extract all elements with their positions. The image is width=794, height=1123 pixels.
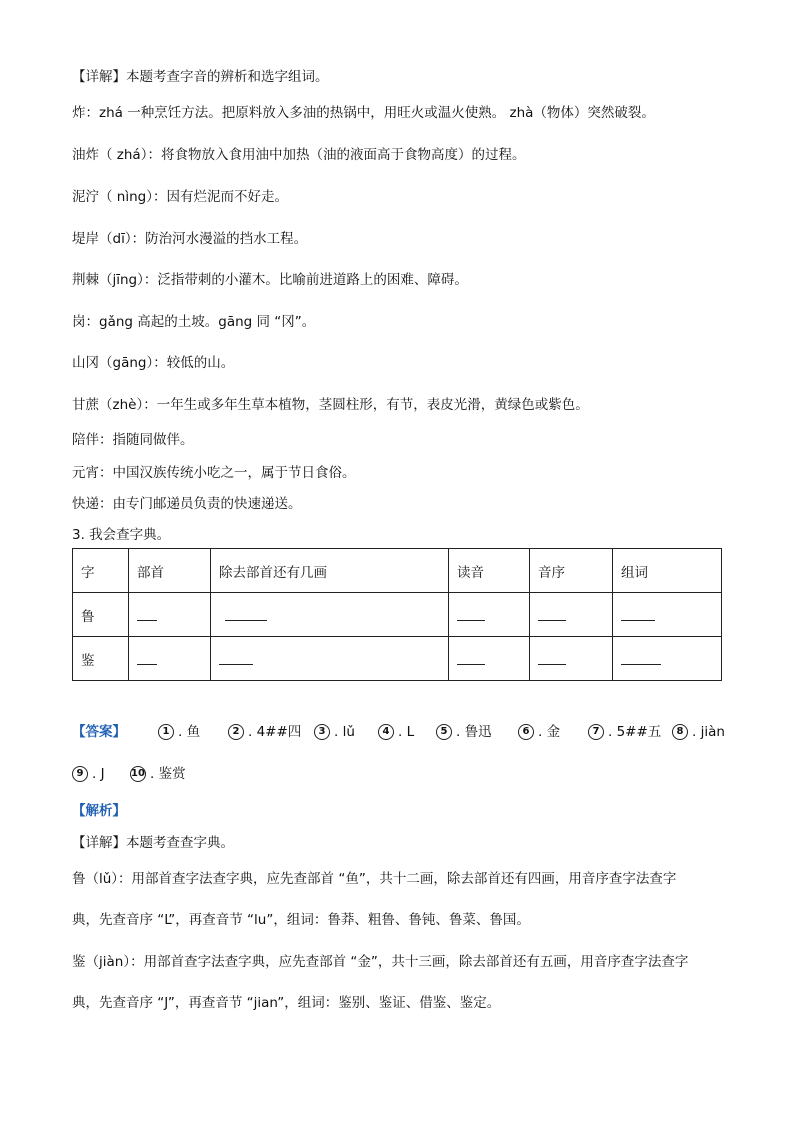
table-row — [73, 637, 722, 681]
character-cell: 鲁 — [73, 593, 129, 637]
explanation-line: 堤岸（dī）：防治河水漫溢的挡水工程。 — [72, 231, 308, 247]
fill-blank — [225, 619, 267, 621]
answer-label: 【答案】 — [72, 724, 126, 740]
table-header-cell: 读音 — [449, 549, 530, 593]
answer-number: 1 — [158, 724, 174, 740]
detail-heading-2: 【详解】本题考查查字典。 — [72, 835, 234, 851]
answer-item — [436, 722, 492, 742]
explanation-line: 岗：gǎng 高起的土坡。gāng 同 “冈”。 — [72, 314, 316, 330]
blank-cell — [211, 637, 449, 681]
answer-item — [378, 722, 414, 742]
blank-cell — [613, 637, 722, 681]
answer-text: . 鱼 — [178, 724, 201, 740]
analysis-label: 【解析】 — [72, 803, 126, 819]
analysis-paragraph-line: 典，先查音序 “L”，再查音节 “lu”，组词：鲁莽、粗鲁、鲁钝、鲁菜、鲁国。 — [72, 912, 530, 928]
blank-cell — [449, 593, 530, 637]
table-header-cell: 部首 — [129, 549, 211, 593]
answer-text: . lǔ — [334, 724, 355, 740]
answer-number: 9 — [72, 766, 88, 782]
question-title: 3. 我会查字典。 — [72, 527, 171, 543]
fill-blank — [137, 663, 157, 665]
answer-item — [130, 764, 186, 784]
answer-text: . jiàn — [692, 724, 725, 740]
character-cell: 鉴 — [73, 637, 129, 681]
dictionary-table — [72, 548, 722, 681]
answer-number: 3 — [314, 724, 330, 740]
explanation-line: 陪伴：指随同做伴。 — [72, 432, 194, 448]
answer-number: 5 — [436, 724, 452, 740]
table-header-cell: 除去部首还有几画 — [211, 549, 449, 593]
explanation-line: 炸：zhá 一种烹饪方法。把原料放入多油的热锅中，用旺火或温火使熟。 zhà（物体）突然破裂。 — [72, 105, 655, 121]
answer-text: . J — [92, 766, 105, 782]
answer-text: . 4##四 — [248, 724, 302, 740]
explanation-line: 快递：由专门邮递员负责的快速递送。 — [72, 496, 302, 512]
fill-blank — [137, 619, 157, 621]
table-header-cell: 字 — [73, 549, 129, 593]
analysis-paragraph-line: 鲁（lǔ）：用部首查字法查字典，应先查部首 “鱼”，共十二画，除去部首还有四画，用音序查字法查字 — [72, 871, 677, 887]
explanation-line: 油炸（ zhá）：将食物放入食用油中加热（油的液面高于食物高度）的过程。 — [72, 147, 526, 163]
answer-number: 6 — [518, 724, 534, 740]
explanation-line: 山冈（gāng）：较低的山。 — [72, 355, 235, 371]
answer-item — [314, 722, 355, 742]
fill-blank — [538, 619, 566, 621]
fill-blank — [538, 663, 566, 665]
fill-blank — [219, 663, 253, 665]
explanation-line: 荆棘（jīng）：泛指带刺的小灌木。比喻前进道路上的困难、障碍。 — [72, 272, 468, 288]
answer-text: . 5##五 — [608, 724, 662, 740]
answer-item — [158, 722, 200, 742]
table-header-cell: 组词 — [613, 549, 722, 593]
explanation-line: 甘蔗（zhè）：一年生或多年生草本植物，茎圆柱形，有节，表皮光滑，黄绿色或紫色。 — [72, 397, 589, 413]
table-row — [73, 593, 722, 637]
blank-cell — [530, 593, 613, 637]
answer-item — [518, 722, 560, 742]
fill-blank — [621, 663, 661, 665]
answer-number: 7 — [588, 724, 604, 740]
blank-cell — [129, 593, 211, 637]
answer-item — [672, 722, 725, 742]
answer-number: 2 — [228, 724, 244, 740]
blank-cell — [449, 637, 530, 681]
detail-heading-1: 【详解】本题考查字音的辨析和选字组词。 — [72, 69, 329, 85]
answer-number: 8 — [672, 724, 688, 740]
answer-item — [228, 722, 301, 742]
answer-number: 10 — [130, 766, 146, 782]
fill-blank — [621, 619, 655, 621]
blank-cell — [129, 637, 211, 681]
fill-blank — [457, 663, 485, 665]
answer-item — [588, 722, 661, 742]
analysis-paragraph-line: 典，先查音序 “J”，再查音节 “jian”，组词：鉴别、鉴证、借鉴、鉴定。 — [72, 995, 501, 1011]
answer-text: . 鲁迅 — [456, 724, 492, 740]
answer-text: . 鉴赏 — [150, 766, 186, 782]
blank-cell — [211, 593, 449, 637]
answer-text: . L — [398, 724, 415, 740]
answer-item — [72, 764, 105, 784]
answer-text: . 金 — [538, 724, 561, 740]
blank-cell — [613, 593, 722, 637]
explanation-line: 泥泞（ nìng）：因有烂泥而不好走。 — [72, 189, 288, 205]
blank-cell — [530, 637, 613, 681]
fill-blank — [457, 619, 485, 621]
analysis-paragraph-line: 鉴（jiàn）：用部首查字法查字典，应先查部首 “金”，共十三画，除去部首还有五画，用音序查字法查字 — [72, 954, 689, 970]
table-header-cell: 音序 — [530, 549, 613, 593]
explanation-line: 元宵：中国汉族传统小吃之一，属于节日食俗。 — [72, 465, 356, 481]
answer-number: 4 — [378, 724, 394, 740]
table-header-row — [73, 549, 722, 593]
